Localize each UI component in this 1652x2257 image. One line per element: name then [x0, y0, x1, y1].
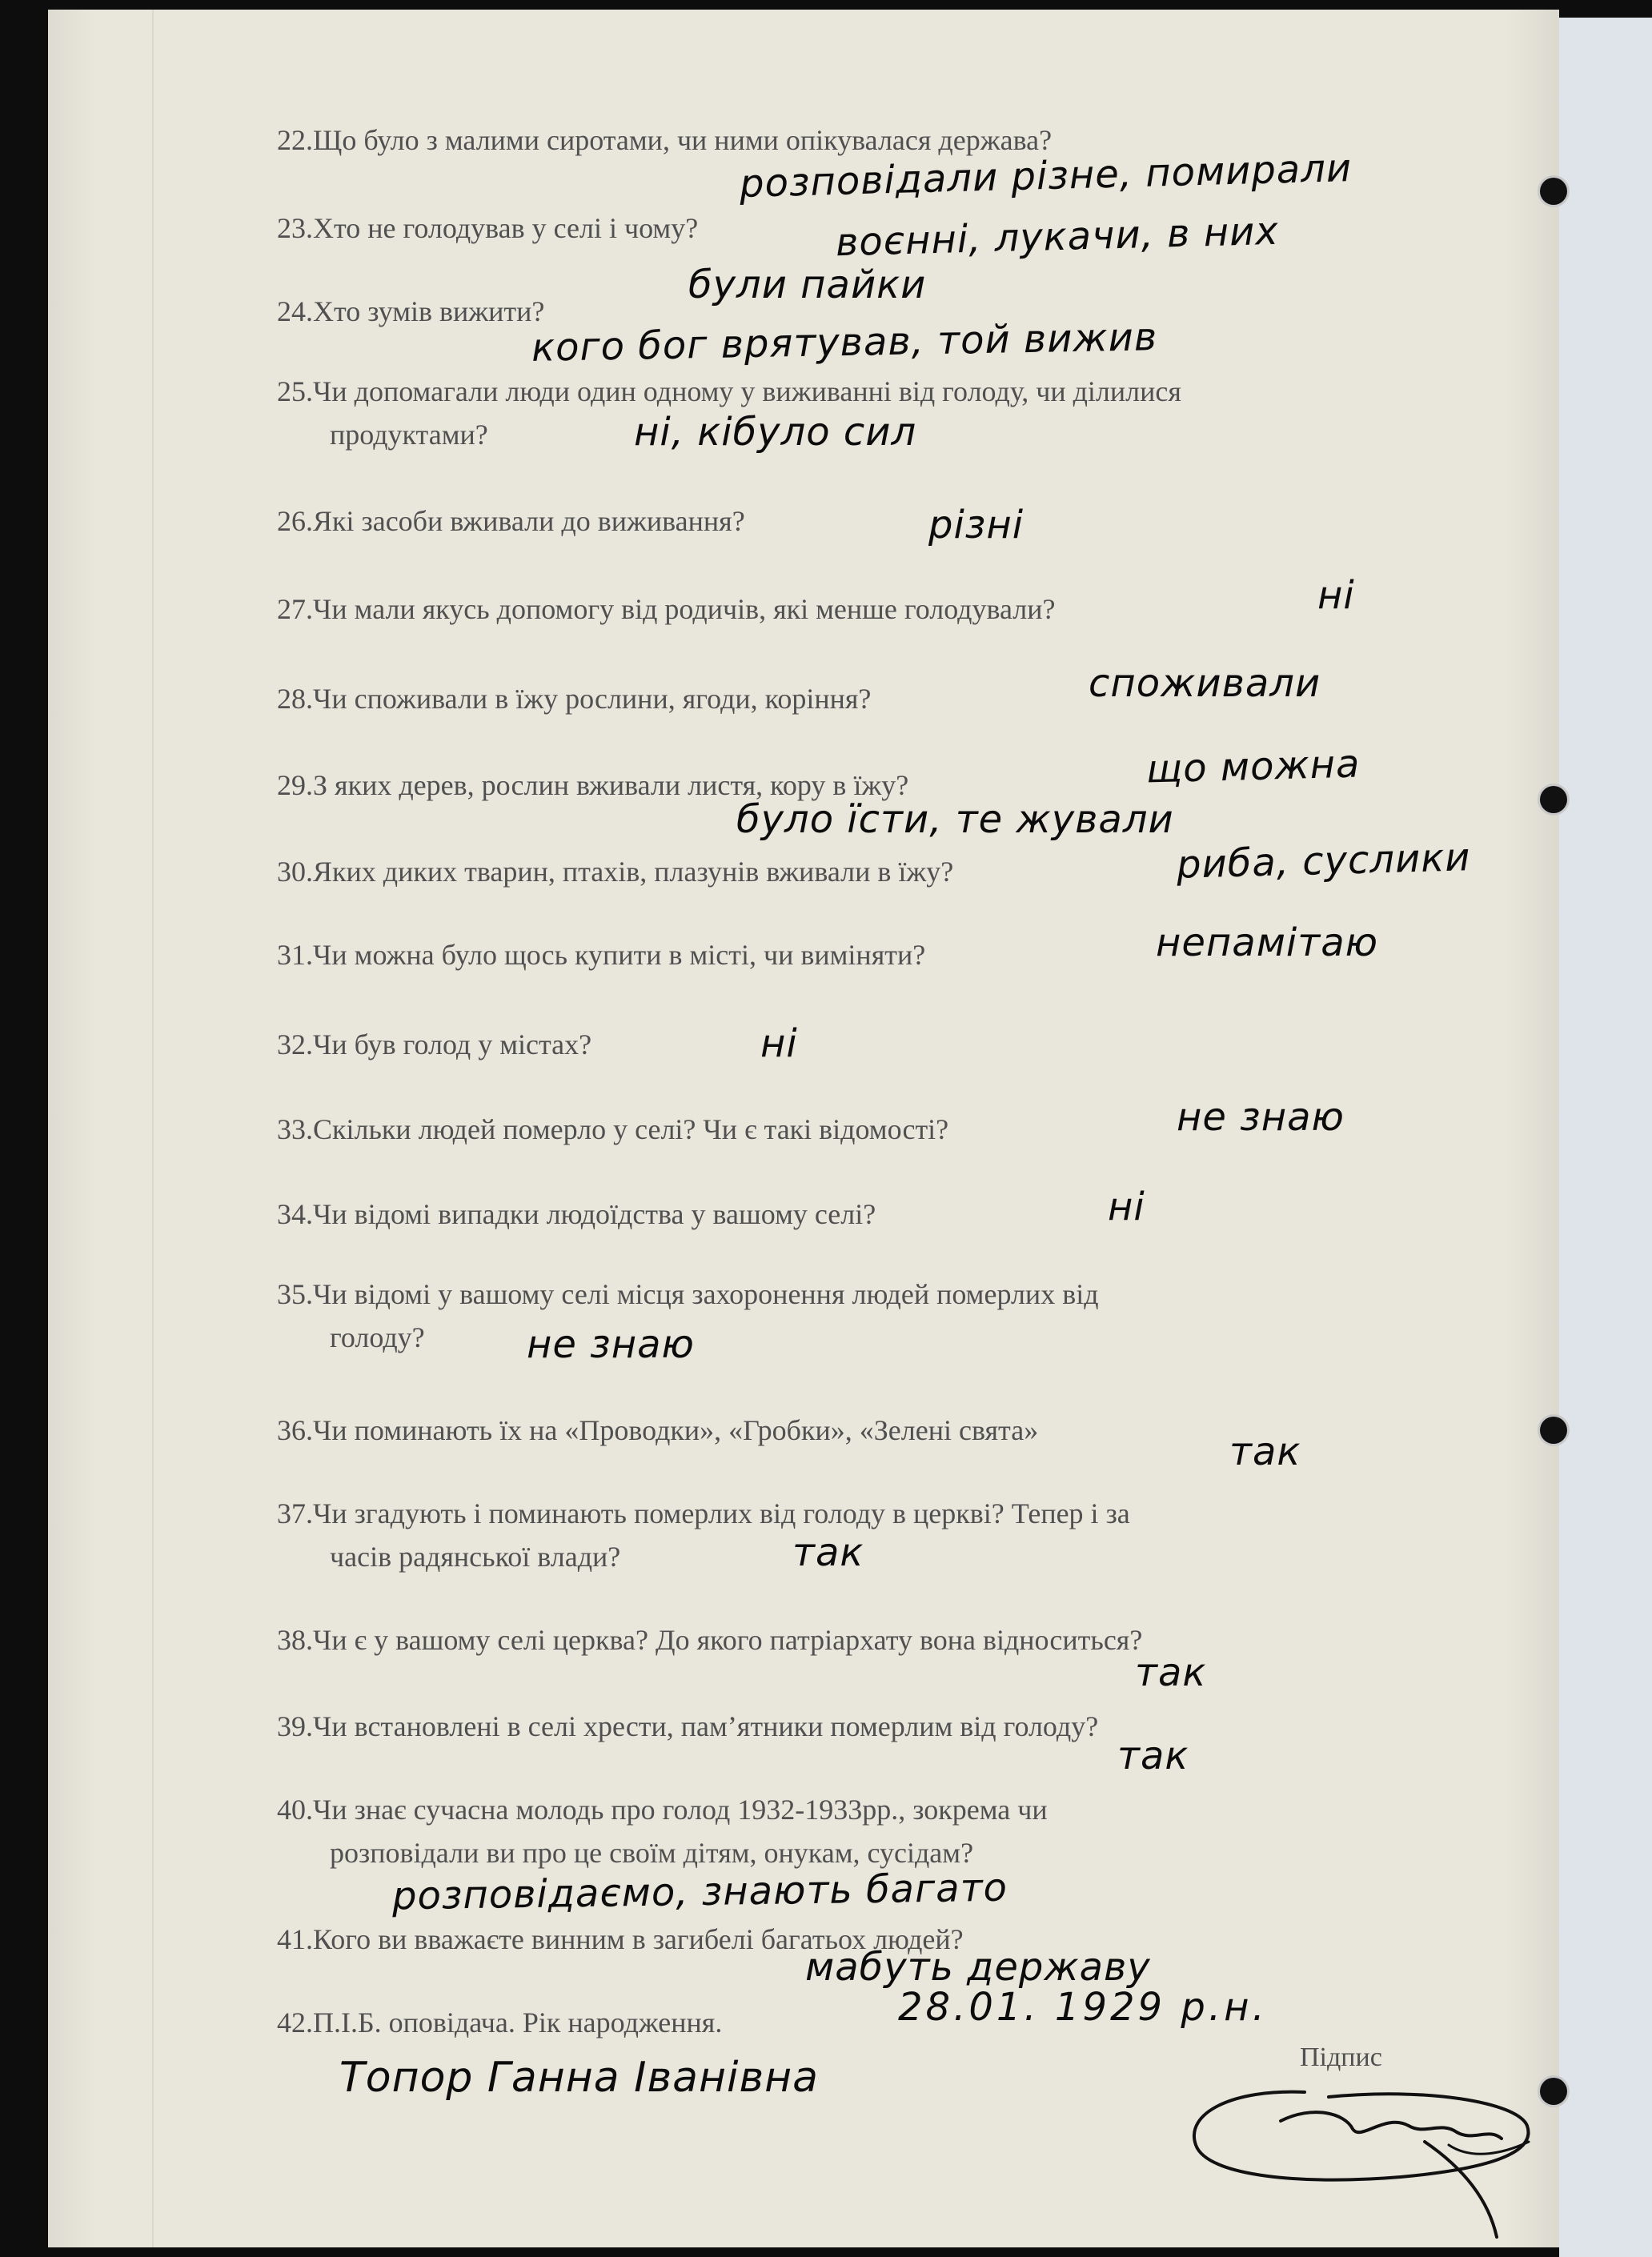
background-sheet — [1559, 18, 1652, 2257]
question-30: 30.Яких диких тварин, птахів, плазунів вживали в їжу? — [277, 856, 954, 888]
question-41: 41.Кого ви вважаєте винним в загибелі багатьох людей? — [277, 1923, 964, 1955]
answer-32: ні — [760, 1021, 798, 1066]
answer-41: мабуть державу — [805, 1945, 1151, 1990]
answer-40: розповідаємо, знають багато — [391, 1865, 1008, 1919]
answer-24: кого бог врятував, той вижив — [531, 315, 1158, 371]
question-33: 33.Скільки людей померло у селі? Чи є такі відомості? — [277, 1113, 949, 1145]
question-37-line1: 37.Чи згадують і поминають померлих від голоду в церкві? Тепер і за — [277, 1497, 1130, 1529]
signature-label: Підпис — [1300, 2043, 1382, 2072]
answer-23-line2: були пайки — [688, 263, 927, 307]
answer-38: так — [1135, 1650, 1207, 1695]
question-22: 22.Що було з малими сиротами, чи ними опікувалася держава? — [277, 124, 1053, 156]
answer-30: риба, суслики — [1176, 835, 1472, 888]
punch-hole — [1540, 1417, 1567, 1444]
question-25-line1: 25.Чи допомагали люди один одному у виживанні від голоду, чи ділилися — [277, 375, 1181, 407]
question-35-line2: голоду? — [330, 1321, 425, 1353]
question-40-line1: 40.Чи знає сучасна молодь про голод 1932-1933рр., зокрема чи — [277, 1794, 1048, 1826]
question-37-line2: часів радянської влади? — [330, 1541, 621, 1573]
question-39: 39.Чи встановлені в селі хрести, пам’ятники померлим від голоду? — [277, 1710, 1099, 1742]
answer-29-line1: що можна — [1145, 741, 1361, 792]
question-38: 38.Чи є у вашому селі церква? До якого патріархату вона відноситься? — [277, 1624, 1143, 1656]
answer-36: так — [1229, 1429, 1301, 1474]
question-40-line2: розповідали ви про це своїм дітям, онукам, сусідам? — [330, 1837, 974, 1869]
question-35 — [277, 1273, 1478, 1359]
question-35-line1: 35.Чи відомі у вашому селі місця захоронення людей померлих від — [277, 1278, 1099, 1310]
answer-28: споживали — [1089, 661, 1321, 706]
question-40 — [277, 1788, 1478, 1874]
question-25-line2: продуктами? — [330, 419, 488, 451]
answer-29-line2: було їсти, те жували — [736, 797, 1174, 842]
question-24: 24.Хто зумів вижити? — [277, 295, 545, 327]
punch-hole — [1540, 786, 1567, 813]
question-37 — [277, 1492, 1478, 1578]
question-32: 32.Чи був голод у містах? — [277, 1028, 592, 1060]
answer-33: не знаю — [1177, 1095, 1345, 1140]
answer-27: ні — [1317, 573, 1355, 618]
answer-42-name: Топор Ганна Іванівна — [339, 2054, 819, 2102]
answer-22: розповідали різне, помирали — [739, 145, 1353, 207]
question-36: 36.Чи поминають їх на «Проводки», «Гробки», «Зелені свята» — [277, 1414, 1039, 1446]
answer-23-line1: воєнні, лукачи, в них — [835, 208, 1280, 266]
punch-hole — [1540, 178, 1567, 205]
signature-scribble — [1185, 2065, 1553, 2249]
answer-25: ні, кібуло сил — [634, 410, 917, 455]
question-42: 42.П.І.Б. оповідача. Рік народження. — [277, 2006, 723, 2039]
answer-26: різні — [928, 503, 1024, 547]
question-27: 27.Чи мали якусь допомогу від родичів, які менше голодували? — [277, 593, 1056, 625]
answer-37: так — [792, 1530, 864, 1575]
question-26: 26.Які засоби вживали до виживання? — [277, 505, 745, 537]
answer-39: так — [1117, 1734, 1189, 1778]
answer-31: непамітаю — [1156, 920, 1379, 965]
question-34: 34.Чи відомі випадки людоїдства у вашому селі? — [277, 1198, 876, 1230]
question-28: 28.Чи споживали в їжу рослини, ягоди, коріння? — [277, 683, 872, 715]
question-31: 31.Чи можна було щось купити в місті, чи виміняти? — [277, 939, 926, 971]
answer-42-birthdate: 28.01. 1929 р.н. — [898, 1985, 1268, 2030]
question-23: 23.Хто не голодував у селі і чому? — [277, 212, 699, 244]
question-29: 29.З яких дерев, рослин вживали листя, кору в їжу? — [277, 769, 909, 801]
answer-35: не знаю — [527, 1322, 695, 1367]
answer-34: ні — [1108, 1185, 1145, 1229]
